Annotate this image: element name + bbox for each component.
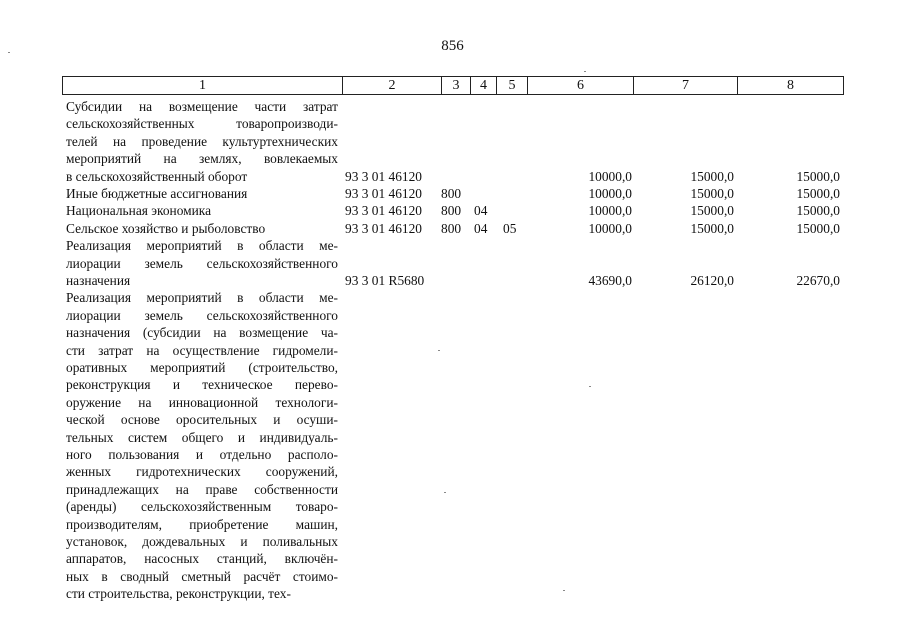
- row-value-col8: 15000,0: [796, 203, 840, 219]
- row-value-col7: 15000,0: [690, 220, 734, 236]
- table-header-row: [62, 76, 844, 95]
- row-code: 93 3 01 46120: [345, 203, 422, 219]
- row-code: 93 3 01 R5680: [345, 273, 425, 288]
- row-description-line: сти строительства, реконструкции, тех-: [66, 586, 291, 602]
- row-description-line: Национальная экономика: [66, 203, 212, 219]
- row-description-line: (аренды) сельскохозяйственным товаро-: [66, 499, 338, 515]
- row-description-line: ных в сводный сметный расчёт стоимо-: [66, 568, 338, 584]
- scan-speck: [8, 52, 10, 53]
- row-description-line: Субсидии на возмещение части затрат: [66, 99, 338, 114]
- row-description-line: ного пользования и отдельно располо-: [66, 447, 338, 462]
- row-description-line: оративных мероприятий (строительство,: [66, 360, 338, 375]
- scan-speck: [438, 350, 440, 351]
- row-value-col6: 43690,0: [588, 273, 632, 288]
- row-value-col6: 10000,0: [588, 186, 632, 201]
- row-description-line: сельскохозяйственных товаропроизводи-: [66, 116, 338, 132]
- header-cell: 1: [63, 77, 343, 94]
- row-description-line: назначения: [66, 273, 131, 288]
- header-cell: 4: [471, 77, 497, 94]
- row-value-col7: 15000,0: [690, 186, 734, 201]
- row-rz: 04: [474, 203, 488, 219]
- row-vr: 800: [441, 203, 462, 219]
- header-cell: 2: [343, 77, 442, 94]
- row-value-col6: 10000,0: [588, 168, 632, 184]
- row-rz: 04: [474, 220, 488, 236]
- row-code: 93 3 01 46120: [345, 168, 422, 184]
- header-cell: 5: [497, 77, 528, 94]
- row-description-line: аппаратов, насосных станций, включён-: [66, 551, 338, 567]
- row-description-line: назначения (субсидии на возмещение ча-: [66, 325, 338, 341]
- row-description-line: принадлежащих на праве собственности: [66, 481, 338, 497]
- row-code: 93 3 01 46120: [345, 220, 422, 236]
- row-value-col7: 15000,0: [690, 203, 734, 219]
- scan-speck: [589, 386, 591, 387]
- row-value-col6: 10000,0: [588, 220, 632, 236]
- row-description-line: мероприятий на землях, вовлекаемых: [66, 151, 338, 167]
- row-description-line: Иные бюджетные ассигнования: [66, 186, 248, 201]
- row-vr: 800: [441, 220, 462, 236]
- row-description-line: телей на проведение культуртехнических: [66, 133, 338, 149]
- row-description-line: реконструкция и техническое перево-: [66, 377, 338, 393]
- row-description-line: установок, дождевальных и поливальных: [66, 534, 338, 549]
- row-value-col8: 22670,0: [796, 273, 840, 288]
- scan-speck: [563, 590, 565, 591]
- row-value-col7: 26120,0: [690, 273, 734, 288]
- row-description-line: Сельское хозяйство и рыболовство: [66, 220, 266, 236]
- header-cell: 7: [634, 77, 738, 94]
- header-cell: 8: [787, 78, 794, 93]
- header-cell: 6: [528, 77, 634, 94]
- row-description-line: оружение на инновационной технологи-: [66, 394, 338, 410]
- page-number: 856: [441, 38, 464, 54]
- row-value-col8: 15000,0: [796, 168, 840, 184]
- row-value-col8: 15000,0: [796, 220, 840, 236]
- row-description-line: тельных систем общего и индивидуаль-: [66, 429, 338, 445]
- row-description-line: производителям, приобретение машин,: [66, 516, 338, 532]
- row-description-line: ческой основе оросительных и осуши-: [66, 412, 338, 428]
- row-description-line: Реализация мероприятий в области ме-: [66, 238, 338, 254]
- row-value-col7: 15000,0: [690, 168, 734, 184]
- row-description-line: Реализация мероприятий в области ме-: [66, 290, 338, 306]
- row-description-line: в сельскохозяйственный оборот: [66, 168, 248, 184]
- row-vr: 800: [441, 186, 462, 201]
- row-pr: 05: [503, 220, 517, 236]
- row-code: 93 3 01 46120: [345, 186, 422, 201]
- row-description-line: сти затрат на осуществление гидромели-: [66, 342, 338, 358]
- header-cell: 3: [442, 77, 471, 94]
- row-description-line: женных гидротехнических сооружений,: [66, 464, 338, 480]
- row-value-col8: 15000,0: [796, 186, 840, 201]
- row-description-line: лиорации земель сельскохозяйственного: [66, 255, 338, 271]
- row-description-line: лиорации земель сельскохозяйственного: [66, 307, 338, 323]
- scan-speck: [584, 71, 586, 72]
- row-value-col6: 10000,0: [588, 203, 632, 219]
- scan-speck: [444, 492, 446, 493]
